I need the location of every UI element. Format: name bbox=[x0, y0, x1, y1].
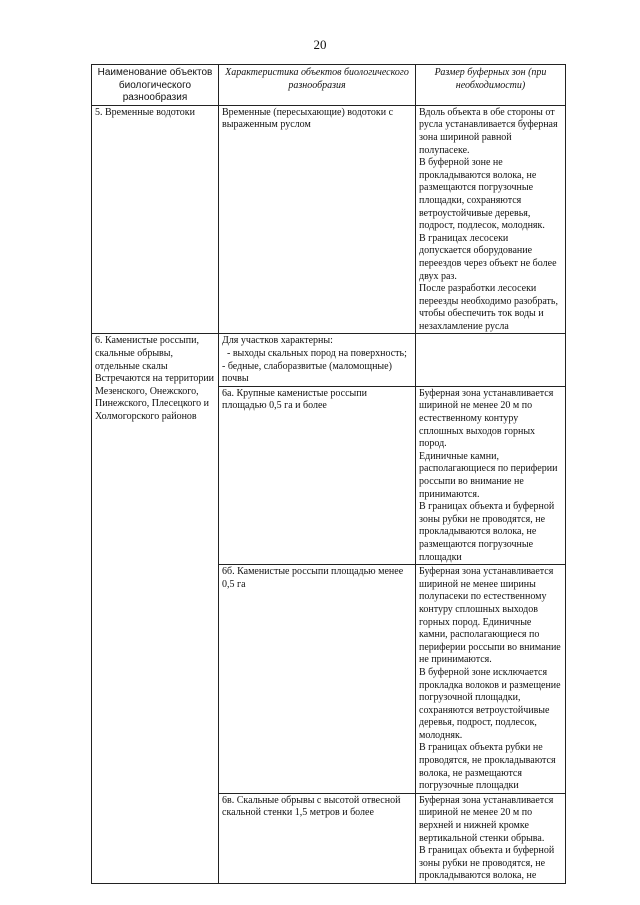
table-row bbox=[92, 334, 566, 386]
row6-intro bbox=[219, 334, 416, 386]
paragraph: В буферной зоне исключается прокладка волоков и размещение погрузочной площадки, сохраняются ветроустойчивые деревья, подрост, подлесок, молодняк. bbox=[419, 666, 561, 741]
paragraph: Буферная зона устанавливается шириной не менее ширины полупасеки по естественному контуру сплошных выходов горных пород. Единичные камни, располагающиеся по периферии россыпи во внимание не принимаются. bbox=[419, 566, 561, 666]
table-row bbox=[92, 105, 566, 334]
paragraph: В границах объекта и буферной зоны рубки не проводятся, не прокладываются волока, не bbox=[419, 845, 555, 882]
row6-name: 6. Каменистые россыпи, скальные обрывы, отдельные скалы Встречаются на территории Мезенского, Онежского, Пинежского, Плесецкого и Холмогорского районов bbox=[92, 334, 219, 884]
header-buffer: Размер буферных зон (при необходимости) bbox=[416, 65, 566, 106]
paragraph: - выходы скальных пород на поверхность; bbox=[222, 348, 407, 360]
paragraph: В границах объекта и буферной зоны рубки не проводятся, не прокладываются волока, не размещаются погрузочные площадки bbox=[419, 501, 555, 563]
row6b-buffer bbox=[416, 565, 566, 794]
header-characteristic: Характеристика объектов биологического разнообразия bbox=[219, 65, 416, 106]
paragraph: Буферная зона устанавливается шириной не менее 20 м по верхней и нижней кромке вертикальной стенки обрыва. bbox=[419, 794, 554, 844]
paragraph: В границах объекта рубки не проводятся, не прокладываются волока, не размещаются погрузочные площадки bbox=[419, 742, 556, 792]
row6c-buffer bbox=[416, 793, 566, 883]
header-name: Наименование объектов биологического разнообразия bbox=[92, 65, 219, 106]
biodiversity-table bbox=[91, 64, 566, 884]
row6b-characteristic: 6б. Каменистые россыпи площадью менее 0,5 га bbox=[219, 565, 416, 794]
row6a-characteristic: 6а. Крупные каменистые россыпи площадью 0,5 га и более bbox=[219, 386, 416, 564]
paragraph: В буферной зоне не прокладываются волока, не размещаются погрузочные площадки, сохраняются ветроустойчивые деревья, подрост, подлесок, молодняк. bbox=[419, 157, 545, 232]
paragraph: - бедные, слаборазвитые (маломощные) почвы bbox=[222, 360, 392, 385]
paragraph: После разработки лесосеки переезды необходимо разобрать, чтобы обеспечить ток воды и незахламление русла bbox=[419, 283, 558, 332]
row5-characteristic: Временные (пересыхающие) водотоки с выраженным руслом bbox=[219, 105, 416, 334]
row6c-characteristic: 6в. Скальные обрывы с высотой отвесной скальной стенки 1,5 метров и более bbox=[219, 793, 416, 883]
page-number: 20 bbox=[313, 37, 327, 52]
row5-name: 5. Временные водотоки bbox=[92, 105, 219, 334]
row5-buffer bbox=[416, 105, 566, 334]
paragraph: Вдоль объекта в обе стороны от русла устанавливается буферная зона шириной равной полупасеке. bbox=[419, 106, 558, 156]
paragraph: В границах лесосеки допускается оборудование переездов через объект не более двух раз. bbox=[419, 232, 557, 282]
paragraph: Единичные камни, располагающиеся по периферии россыпи во внимание не принимаются. bbox=[419, 450, 558, 500]
table-header-row bbox=[92, 65, 566, 106]
paragraph: Буферная зона устанавливается шириной не менее 20 м по естественному контуру сплошных выходов горных пород. bbox=[419, 387, 554, 450]
paragraph: Для участков характерны: bbox=[222, 335, 333, 347]
row6a-buffer bbox=[416, 386, 566, 564]
row6-intro-buffer bbox=[416, 334, 566, 386]
